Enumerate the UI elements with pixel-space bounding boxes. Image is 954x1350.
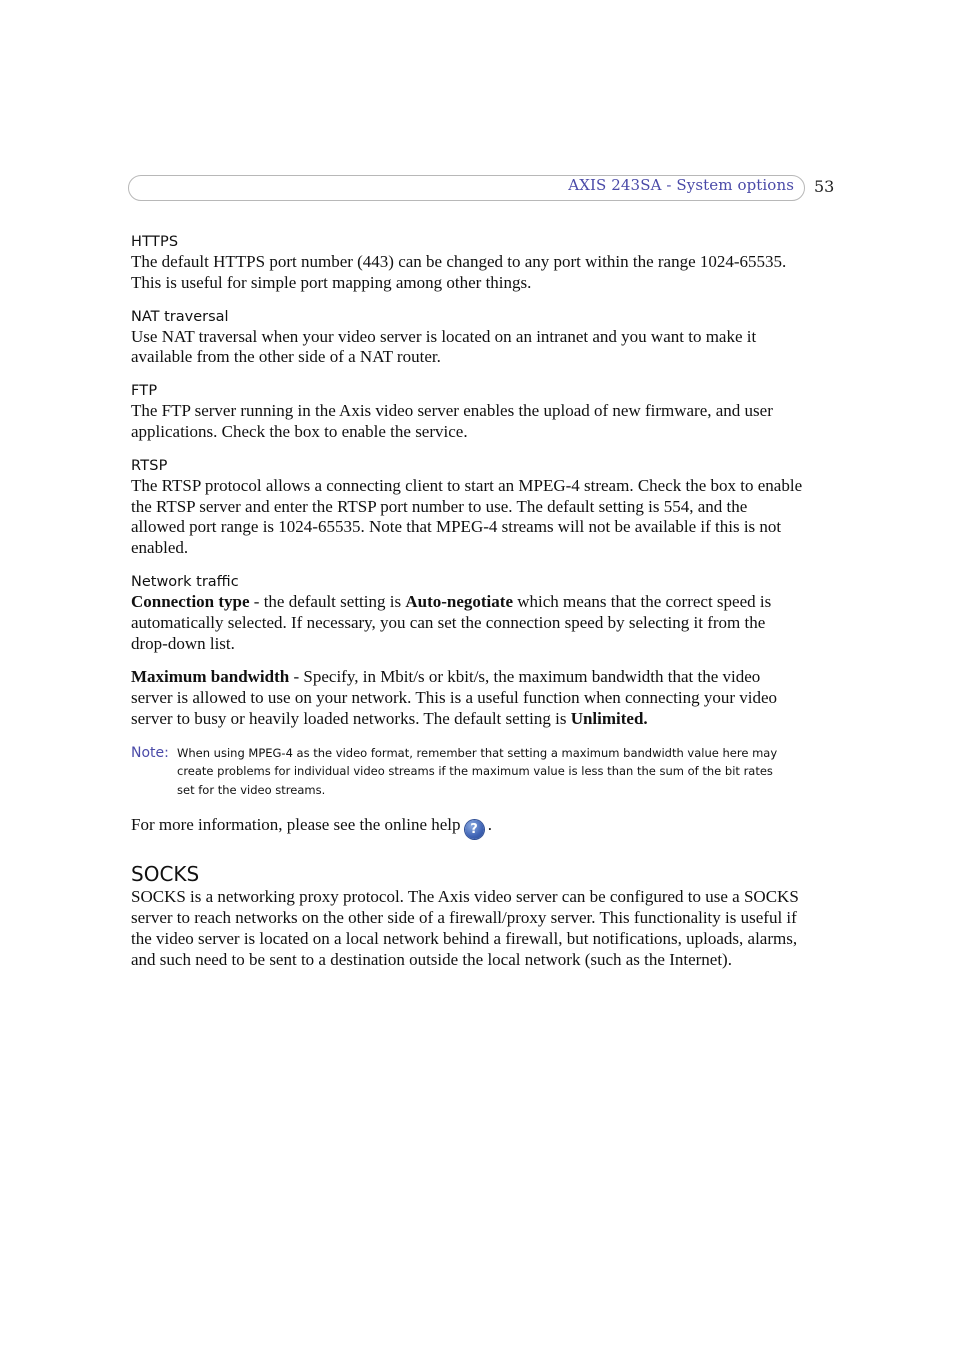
note-label: Note:	[131, 744, 169, 761]
ftp-heading: FTP	[131, 383, 158, 400]
rtsp-heading: RTSP	[131, 457, 168, 474]
connection-type-text-1: - the default setting is	[249, 591, 406, 611]
max-bandwidth-text: - Specify, in Mbit/s or kbit/s, the maximum bandwidth that the video server is allowed to use on your network. This is a useful function when connecting your video server to busy or heavily loaded networks. The default setting is	[131, 667, 778, 728]
max-bandwidth-default: Unlimited.	[570, 708, 648, 728]
connection-type-text-2: which means that the correct speed is automatically selected. If necessary, you can set the connection speed by selecting it from the drop-down list.	[131, 591, 772, 653]
ftp-text: The FTP server running in the Axis video server enables the upload of new firmware, and user applications. Check the box to enable the service.	[131, 401, 773, 441]
note-text: When using MPEG-4 as the video format, remember that setting a maximum bandwidth value here may create problems for individual video streams if the maximum value is less than the sum of the bit rates set for the video streams.	[177, 745, 778, 797]
page-content	[131, 232, 803, 983]
connection-type-default: Auto-negotiate	[405, 591, 513, 611]
nat-traversal-text: Use NAT traversal when your video server is located on an intranet and you want to make it available from the other side of a NAT router.	[131, 326, 757, 367]
rtsp-text: The RTSP protocol allows a connecting client to start an MPEG-4 stream. Check the box to enable the RTSP server and enter the RTSP port number to use. The default setting is 554, and the allowed port range is 1024-65535. Note that MPEG-4 streams will not be available if this is not enabled.	[131, 475, 803, 558]
header-title: AXIS 243SA - System options	[568, 176, 794, 194]
socks-heading: SOCKS	[131, 862, 200, 887]
connection-type-paragraph	[131, 592, 803, 654]
note-block	[131, 743, 803, 800]
connection-type-term: Connection type	[131, 591, 250, 611]
socks-text: SOCKS is a networking proxy protocol. The Axis video server can be configured to use a SOCKS server to reach networks on the other side of a firewall/proxy server. This functionality is useful if the video server is located on a local network behind a firewall, but notifications, uploads, alarms, and such need to be sent to a destination outside the local network (such as the Internet).	[131, 887, 799, 969]
network-traffic-heading: Network traffic	[131, 573, 239, 590]
more-info-trailing: .	[483, 815, 493, 835]
more-info-paragraph	[131, 815, 803, 839]
help-icon[interactable]: ?	[465, 820, 484, 839]
https-heading: HTTPS	[131, 234, 179, 250]
max-bandwidth-paragraph	[131, 667, 803, 729]
max-bandwidth-term: Maximum bandwidth	[131, 667, 290, 687]
page-number: 53	[814, 177, 835, 196]
more-info-text: For more information, please see the online help	[131, 815, 461, 835]
nat-traversal-heading: NAT traversal	[131, 308, 229, 325]
https-text: The default HTTPS port number (443) can be changed to any port within the range 1024-65535. This is useful for simple port mapping among other things.	[131, 252, 787, 292]
